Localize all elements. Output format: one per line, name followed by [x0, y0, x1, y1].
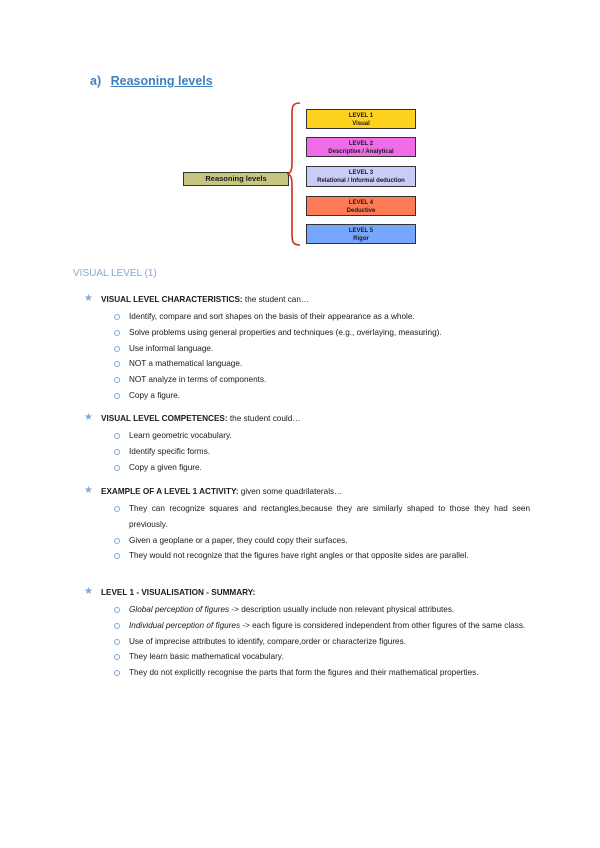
circle-bullet-icon: [114, 346, 120, 352]
list-item-text: They do not explicitly recognise the parts that form the figures and their mathematical properties.: [129, 668, 479, 678]
level-name: Visual: [352, 121, 370, 127]
list-item: [84, 428, 530, 444]
competences-label: VISUAL LEVEL COMPETENCES:: [101, 414, 228, 423]
list-item: [84, 618, 530, 634]
level-number: LEVEL 4: [348, 200, 374, 206]
circle-bullet-icon: [114, 670, 120, 676]
competences-list: [84, 428, 530, 475]
star-icon: ★: [84, 412, 93, 423]
level-number: LEVEL 1: [348, 113, 374, 119]
circle-bullet-icon: [114, 449, 120, 455]
circle-bullet-icon: [114, 623, 120, 629]
circle-bullet-icon: [114, 361, 120, 367]
diagram-brace: [286, 101, 302, 247]
list-item-text: Solve problems using general properties and techniques (e.g., overlaying, measuring).: [129, 327, 442, 337]
summary-block: [84, 587, 530, 681]
list-item: [84, 602, 530, 618]
characteristics-list: [84, 309, 530, 404]
list-item: [84, 444, 530, 460]
heading-title: Reasoning levels: [110, 74, 213, 88]
summary-list: [84, 602, 530, 681]
level-box-4: [306, 196, 416, 216]
list-item: [84, 356, 530, 372]
circle-bullet-icon: [114, 330, 120, 336]
list-item: [84, 533, 530, 549]
list-item-emphasis: Global perception of figures: [129, 605, 230, 614]
characteristics-block: [84, 294, 530, 404]
circle-bullet-icon: [114, 506, 120, 512]
level-box-2: [306, 137, 416, 157]
level-name: Deductive: [346, 208, 376, 214]
circle-bullet-icon: [114, 553, 120, 559]
star-icon: ★: [84, 586, 93, 597]
competences-bullet: [84, 413, 530, 425]
list-item: [84, 388, 530, 404]
circle-bullet-icon: [114, 639, 120, 645]
section-title: VISUAL LEVEL (1): [73, 268, 157, 279]
list-item: [84, 309, 530, 325]
level-name: Relational / Informal deduction: [317, 178, 405, 184]
list-item: [84, 325, 530, 341]
circle-bullet-icon: [114, 465, 120, 471]
list-item-text: Use of imprecise attributes to identify, compare,order or characterize figures.: [129, 636, 406, 646]
level-number: LEVEL 5: [348, 228, 374, 234]
list-item-text: Identify specific forms.: [129, 446, 210, 456]
level-box-5: [306, 224, 416, 244]
list-item: [84, 460, 530, 476]
level-box-3: [306, 166, 416, 187]
list-item: [84, 634, 530, 650]
list-item-text: NOT a mathematical language.: [129, 359, 243, 369]
circle-bullet-icon: [114, 393, 120, 399]
example-intro: given some quadrilaterals…: [238, 487, 343, 496]
list-item-text: Given a geoplane or a paper, they could copy their surfaces.: [129, 535, 348, 545]
characteristics-label: VISUAL LEVEL CHARACTERISTICS:: [101, 295, 243, 304]
summary-bullet: [84, 587, 530, 599]
section-heading: [90, 74, 213, 88]
star-icon: ★: [84, 293, 93, 304]
list-item-text: Identify, compare and sort shapes on the basis of their appearance as a whole.: [129, 312, 415, 321]
circle-bullet-icon: [114, 314, 120, 320]
list-item-text: Learn geometric vocabulary.: [129, 431, 232, 440]
heading-marker: a): [90, 74, 102, 88]
circle-bullet-icon: [114, 377, 120, 383]
list-item-text: Use informal language.: [129, 343, 214, 353]
level-name: Descriptive / Analytical: [328, 149, 394, 155]
level-name: Rigor: [353, 236, 369, 242]
level-box-1: [306, 109, 416, 129]
competences-intro: the student could…: [227, 414, 301, 423]
circle-bullet-icon: [114, 654, 120, 660]
example-list: [84, 501, 530, 564]
list-item: [84, 372, 530, 388]
star-icon: ★: [84, 485, 93, 496]
list-item-text: They would not recognize that the figures have right angles or that opposite sides are parallel.: [129, 551, 469, 561]
list-item-text: They can recognize squares and rectangles,because they are similarly shaped to those they had seen previously.: [129, 504, 530, 529]
example-label: EXAMPLE OF A LEVEL 1 ACTIVITY:: [101, 487, 239, 496]
list-item-text: -> description usually include non relevant physical attributes.: [229, 605, 455, 614]
level-number: LEVEL 3: [348, 170, 374, 176]
list-item: [84, 548, 530, 564]
characteristics-bullet: [84, 294, 530, 306]
level-number: LEVEL 2: [348, 141, 374, 147]
list-item-text: -> each figure is considered independent from other figures of the same class.: [240, 620, 526, 630]
circle-bullet-icon: [114, 433, 120, 439]
list-item: [84, 665, 530, 681]
characteristics-intro: the student can…: [242, 295, 310, 304]
list-item-emphasis: Individual perception of figures: [129, 620, 241, 630]
circle-bullet-icon: [114, 538, 120, 544]
competences-block: [84, 413, 530, 475]
diagram-root-box: Reasoning levels: [183, 172, 289, 186]
list-item: [84, 501, 530, 533]
list-item: [84, 341, 530, 357]
list-item-text: NOT analyze in terms of components.: [129, 375, 267, 385]
list-item-text: Copy a figure.: [129, 390, 180, 400]
circle-bullet-icon: [114, 607, 120, 613]
example-bullet: [84, 486, 530, 498]
summary-label: LEVEL 1 - VISUALISATION - SUMMARY:: [101, 588, 256, 597]
example-block: [84, 486, 530, 564]
list-item-text: They learn basic mathematical vocabulary.: [129, 652, 284, 662]
list-item-text: Copy a given figure.: [129, 462, 202, 472]
list-item: [84, 649, 530, 665]
